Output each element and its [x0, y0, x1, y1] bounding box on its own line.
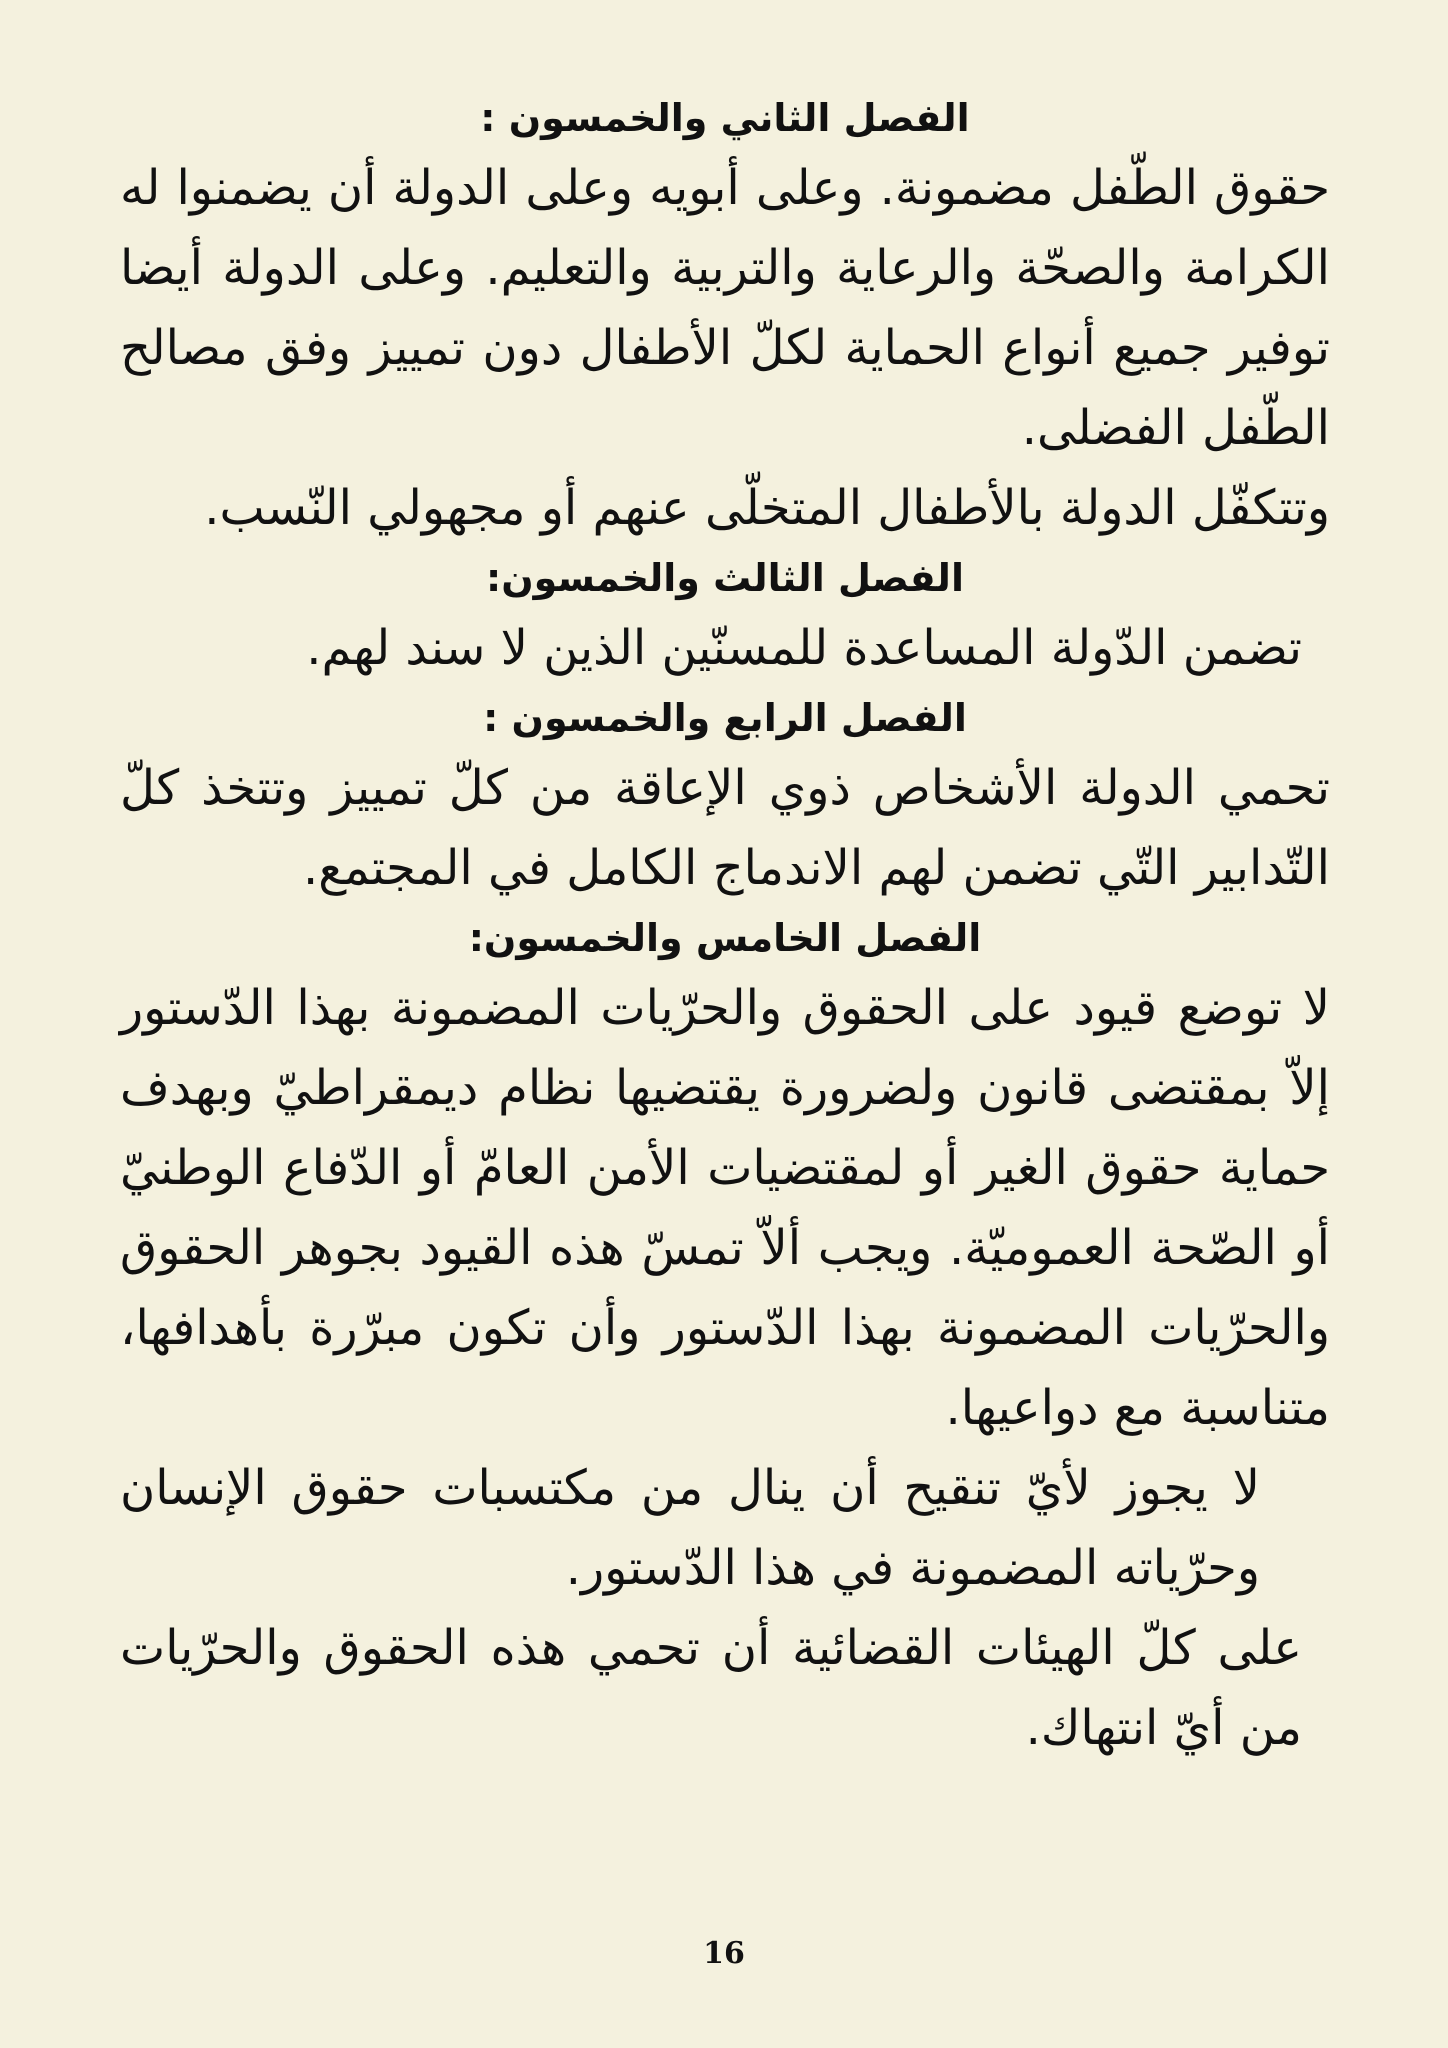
chapter-53-heading: الفصل الثالث والخمسون: [486, 556, 964, 600]
chapter-54-paragraph-1: تحمي الدولة الأشخاص ذوي الإعاقة من كلّ تمييز وتتخذ كلّ التّدابير التّي تضمن لهم الاندماج الكامل في المجتمع. [120, 760, 1330, 896]
chapter-54-heading: الفصل الرابع والخمسون : [483, 696, 967, 740]
chapter-55-paragraph-1: لا توضع قيود على الحقوق والحرّيات المضمونة بهذا الدّستور إلاّ بمقتضى قانون ولضرورة يقتضيها نظام ديمقراطيّ وبهدف حماية حقوق الغير أو لمقتضيات الأمن العامّ أو الدّفاع الوطنيّ أو الصّحة العموميّة. ويجب ألاّ تمسّ هذه القيود بجوهر الحقوق والحرّيات المضمونة بهذا الدّستور وأن تكون مبرّرة بأهدافها، متناسبة مع دواعيها. [120, 980, 1330, 1436]
chapter-52-paragraph-2: وتتكفّل الدولة بالأطفال المتخلّى عنهم أو مجهولي النّسب. [204, 480, 1330, 536]
chapter-52-heading: الفصل الثاني والخمسون : [480, 96, 970, 140]
chapter-55-paragraph-3: على كلّ الهيئات القضائية أن تحمي هذه الحقوق والحرّيات من أيّ انتهاك. [120, 1620, 1302, 1756]
chapter-55-paragraph-2: لا يجوز لأيّ تنقيح أن ينال من مكتسبات حقوق الإنسان وحرّياته المضمونة في هذا الدّستور. [120, 1460, 1260, 1596]
chapter-52-paragraph-1: حقوق الطّفل مضمونة. وعلى أبويه وعلى الدولة أن يضمنوا له الكرامة والصحّة والرعاية والتربية والتعليم. وعلى الدولة أيضا توفير جميع أنواع الحماية لكلّ الأطفال دون تمييز وفق مصالح الطّفل الفضلى. [120, 160, 1330, 456]
constitution-text [120, 88, 1330, 1768]
chapter-53-paragraph-1: تضمن الدّولة المساعدة للمسنّين الذين لا سند لهم. [306, 620, 1302, 676]
chapter-55-heading: الفصل الخامس والخمسون: [468, 916, 982, 960]
page-number: 16 [703, 1936, 745, 1971]
